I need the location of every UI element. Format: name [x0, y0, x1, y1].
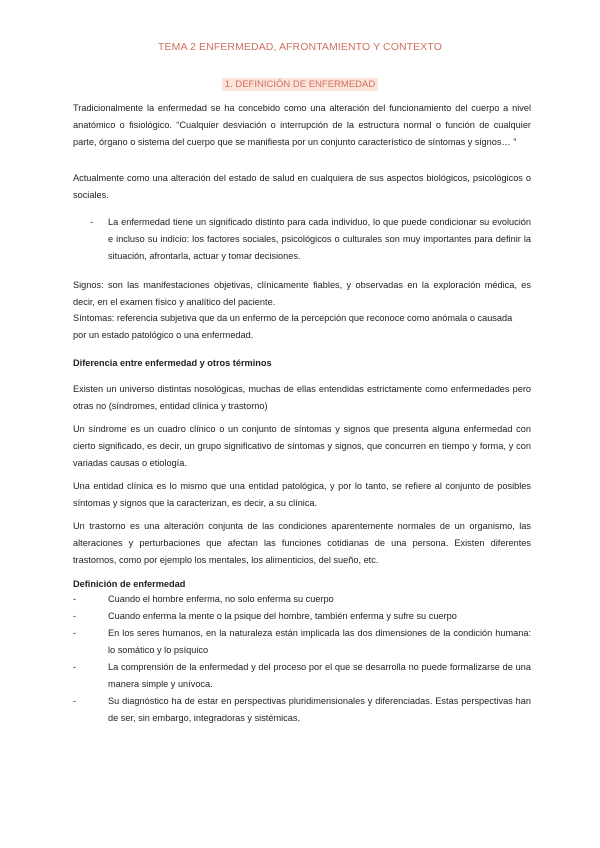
- list-item: [73, 659, 531, 693]
- bullet-dash: -: [73, 696, 77, 706]
- paragraph-trastorno: Un trastorno es una alteración conjunta de las condiciones aparentemente normales de un organismo, las alteraciones y perturbaciones que afectan las funciones cotidianas de una persona. Existen diferentes trastornos, como por ejemplo los mentales, los alimenticios, del sueño, etc.: [73, 521, 531, 565]
- heading-definicion: Definición de enfermedad: [73, 579, 186, 589]
- bullet-meaning: La enfermedad tiene un significado distinto para cada individuo, lo que puede condicionar su evolución e incluso su indicio: los factores sociales, psicológicos o culturales son muy importantes para definir la situación, afrontarla, actuar y tomar decisiones.: [108, 217, 531, 261]
- list-item-text: La comprensión de la enfermedad y del proceso por el que se desarrolla no puede formalizarse de una manera simple y unívoca.: [108, 662, 531, 689]
- paragraph-sintomas: Síntomas: referencia subjetiva que da un enfermo de la percepción que reconoce como anómala o causada por un estado patológico o una enfermedad.: [73, 313, 513, 340]
- paragraph-signos: Signos: son las manifestaciones objetivas, clínicamente fiables, y observadas en la exploración médica, es decir, en el examen físico y analítico del paciente.: [73, 280, 531, 307]
- paragraph-current-definition: Actualmente como una alteración del estado de salud en cualquiera de sus aspectos biológicos, psicológicos o sociales.: [73, 173, 531, 200]
- list-item-text: Cuando el hombre enferma, no solo enferma su cuerpo: [108, 594, 334, 604]
- bullet-dash: -: [73, 628, 77, 638]
- bullet-dash: -: [73, 594, 77, 604]
- bullet-dash: -: [73, 662, 77, 672]
- list-item-text: Su diagnóstico ha de estar en perspectivas pluridimensionales y diferenciadas. Estas perspectivas han de ser, sin embargo, integradoras y sistémicas.: [108, 696, 531, 723]
- list-item-text: En los seres humanos, en la naturaleza están implicada las dos dimensiones de la condición humana: lo somático y lo psíquico: [108, 628, 531, 655]
- paragraph-sindrome: Un síndrome es un cuadro clínico o un conjunto de síntomas y signos que presenta alguna enfermedad con cierto significado, es decir, un grupo significativo de síntomas y signos, que concurren en tiempo y forma, y con variadas causas o etiología.: [73, 424, 531, 468]
- heading-diferencia: Diferencia entre enfermedad y otros términos: [73, 358, 272, 368]
- section-heading-wrap: [0, 74, 600, 92]
- paragraph-traditional-definition: Tradicionalmente la enfermedad se ha concebido como una alteración del funcionamiento del cuerpo a nivel anatómico o fisiológico. “Cualquier desviación o interrupción de la estructura normal o función de cualquier parte, órgano o sistema del cuerpo que se manifiesta por un conjunto característico de síntomas y signos… ”: [73, 103, 531, 147]
- list-item: [73, 693, 531, 727]
- section-heading: 1. DEFINICIÓN DE ENFERMEDAD: [222, 78, 378, 91]
- bullet-dash: -: [90, 217, 94, 227]
- paragraph-universo: Existen un universo distintas nosológicas, muchas de ellas entendidas estrictamente como enfermedades pero otras no (síndromes, entidad clínica y trastorno): [73, 384, 531, 411]
- page-title: TEMA 2 ENFERMEDAD, AFRONTAMIENTO Y CONTEXTO: [158, 41, 442, 53]
- paragraph-entidad-clinica: Una entidad clínica es lo mismo que una entidad patológica, y por lo tanto, se refiere al conjunto de posibles síntomas y signos que la caracterizan, es decir, a su clínica.: [73, 481, 531, 508]
- list-item: [73, 591, 531, 608]
- bullet-dash: -: [73, 611, 77, 621]
- definicion-list: [73, 591, 531, 727]
- list-item: [73, 608, 531, 625]
- list-item-text: Cuando enferma la mente o la psique del hombre, también enferma y sufre su cuerpo: [108, 611, 457, 621]
- list-item: [73, 625, 531, 659]
